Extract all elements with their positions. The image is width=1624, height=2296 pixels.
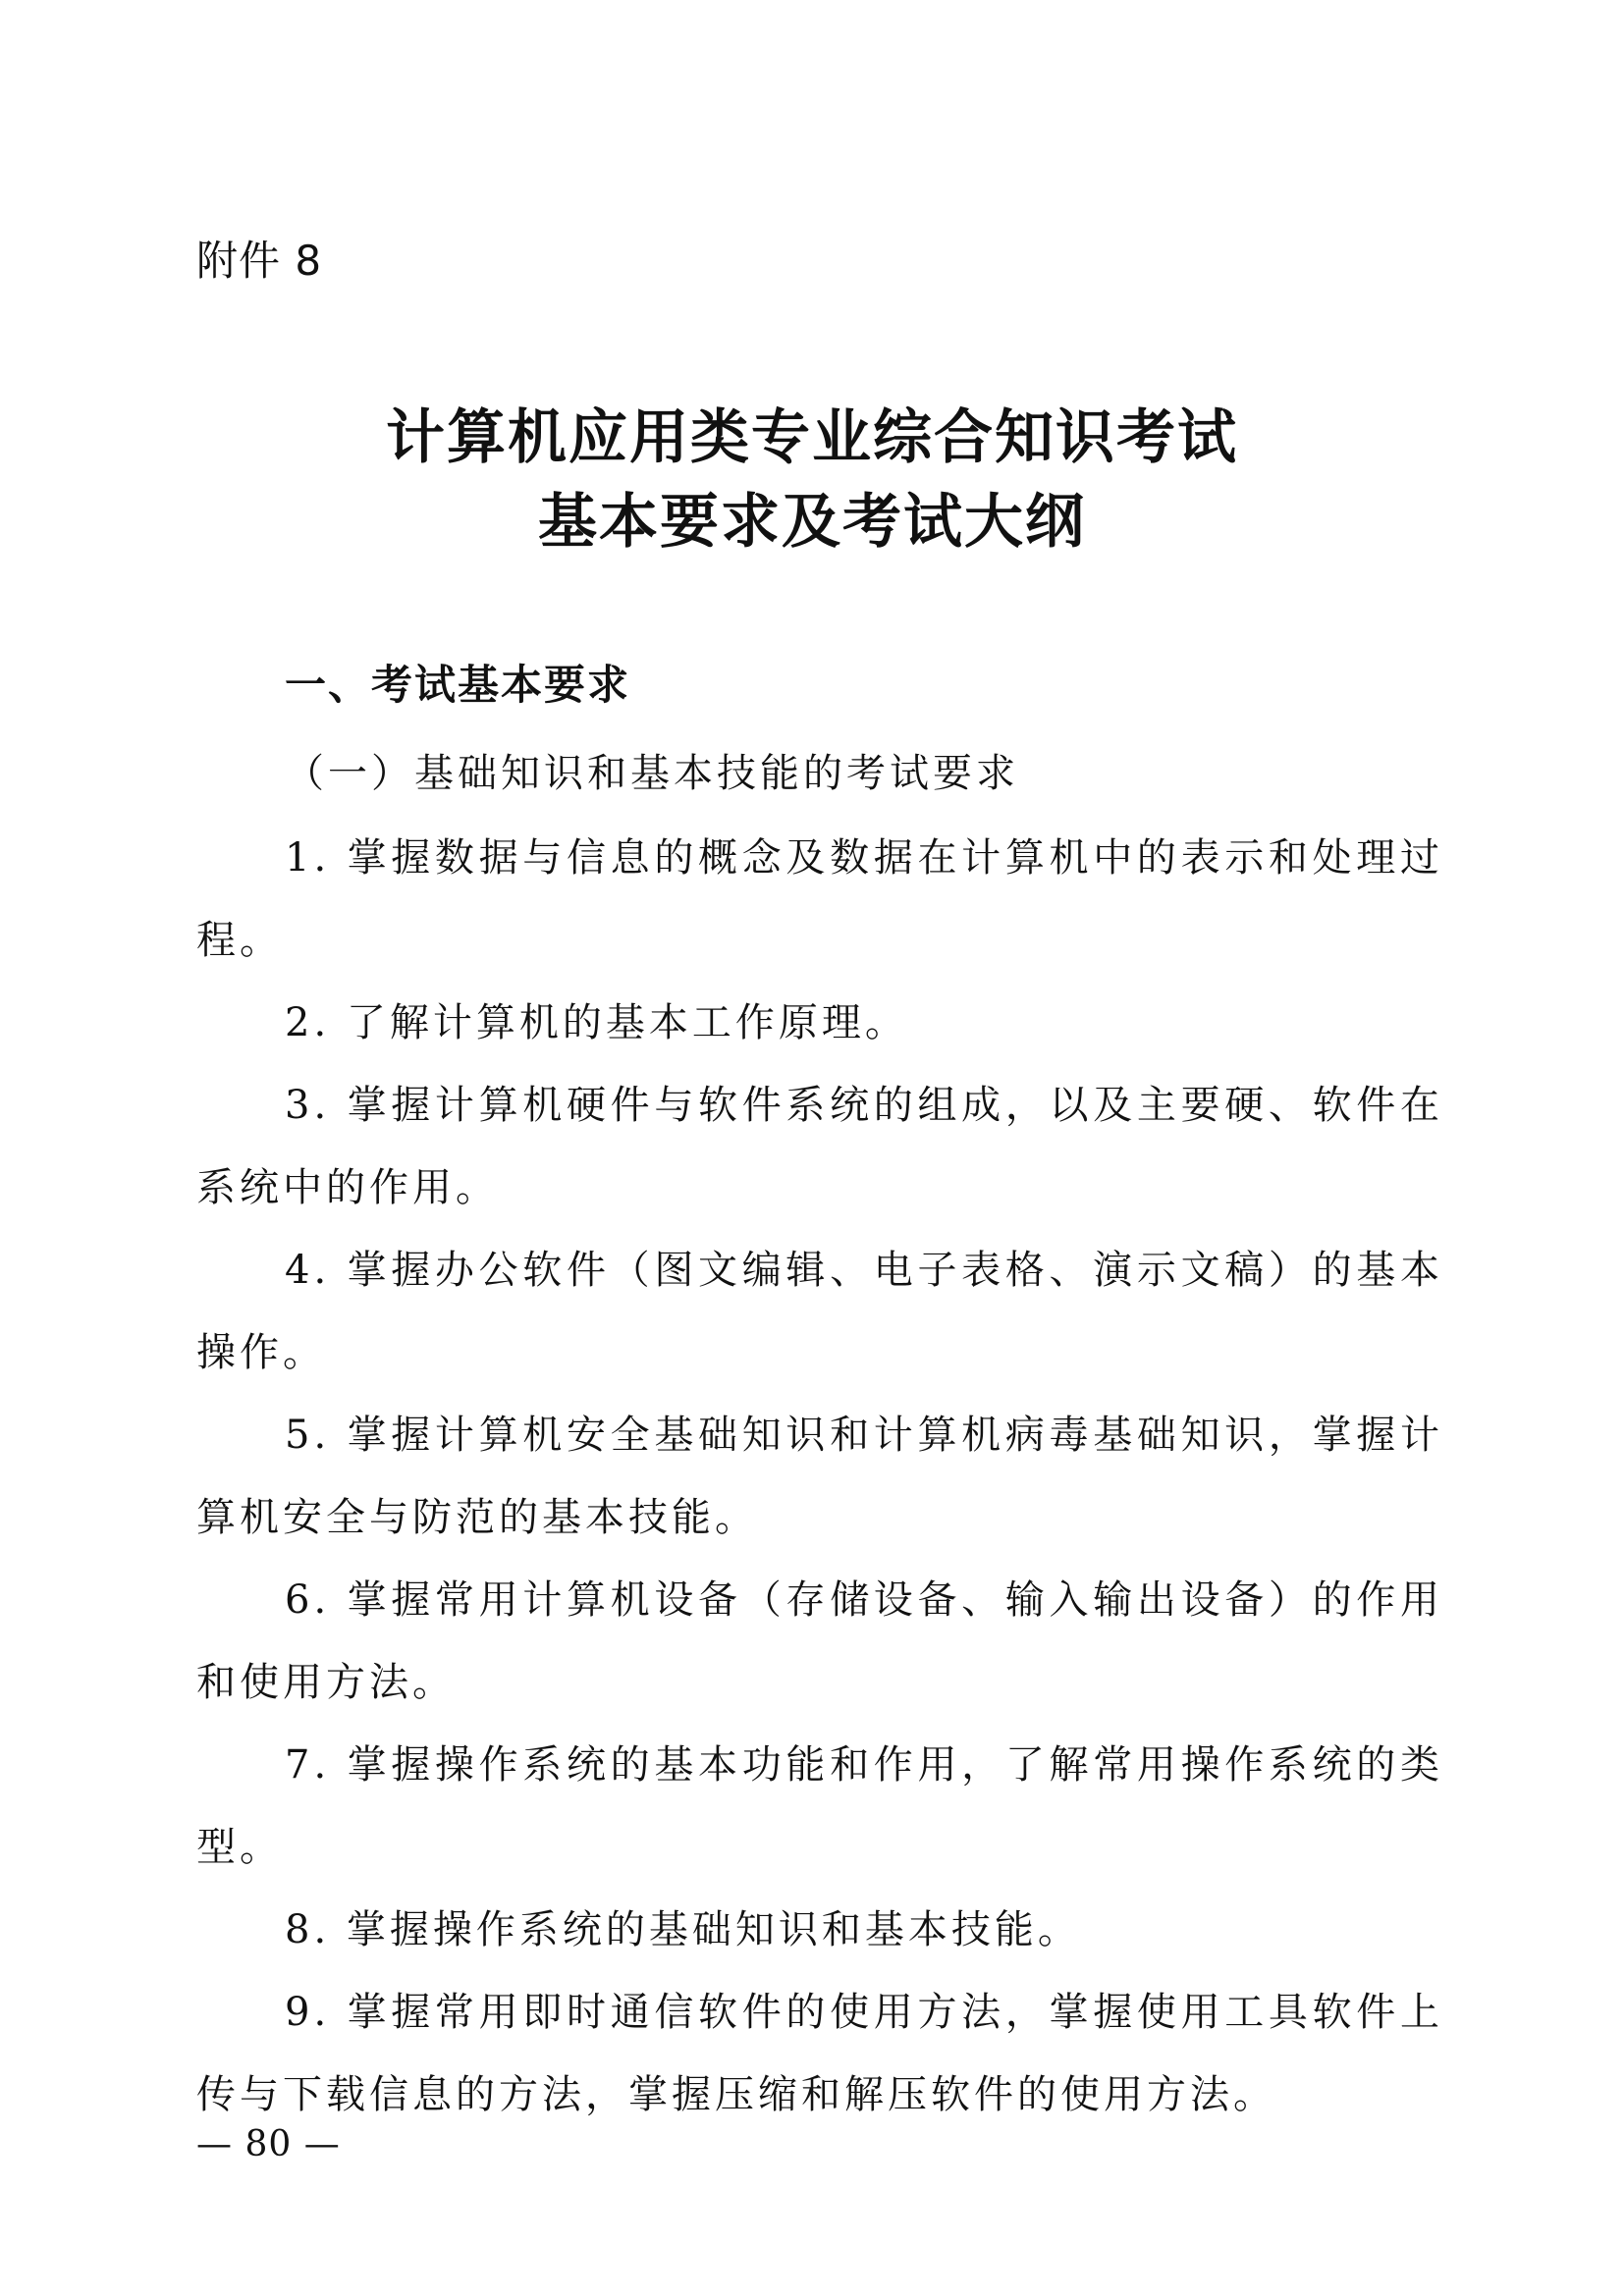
- list-item: 1. 掌握数据与信息的概念及数据在计算机中的表示和处理过程。: [196, 835, 1443, 963]
- document-title-line-1: 计算机应用类专业综合知识考试: [386, 403, 1238, 472]
- page-number: — 80 —: [196, 2124, 341, 2164]
- subsection-heading: （一）基础知识和基本技能的考试要求: [285, 751, 1019, 796]
- list-item: 4. 掌握办公软件（图文编辑、电子表格、演示文稿）的基本操作。: [196, 1248, 1443, 1375]
- list-item: 7. 掌握操作系统的基本功能和作用，了解常用操作系统的类型。: [196, 1742, 1443, 1870]
- list-item: 3. 掌握计算机硬件与软件系统的组成，以及主要硬、软件在系统中的作用。: [196, 1083, 1443, 1210]
- requirements-list: [196, 817, 1443, 2136]
- list-item: 8. 掌握操作系统的基础知识和基本技能。: [285, 1907, 1081, 1952]
- list-item: 2. 了解计算机的基本工作原理。: [285, 1000, 908, 1045]
- document-title-line-2: 基本要求及考试大纲: [538, 488, 1086, 557]
- section-heading: 一、考试基本要求: [285, 661, 631, 709]
- list-item: 6. 掌握常用计算机设备（存储设备、输入输出设备）的作用和使用方法。: [196, 1577, 1443, 1705]
- list-item: 5. 掌握计算机安全基础知识和计算机病毒基础知识，掌握计算机安全与防范的基本技能。: [196, 1413, 1443, 1540]
- attachment-label: 附件 8: [196, 237, 323, 285]
- list-item: 9. 掌握常用即时通信软件的使用方法，掌握使用工具软件上传与下载信息的方法，掌握压缩和解压软件的使用方法。: [196, 1990, 1443, 2117]
